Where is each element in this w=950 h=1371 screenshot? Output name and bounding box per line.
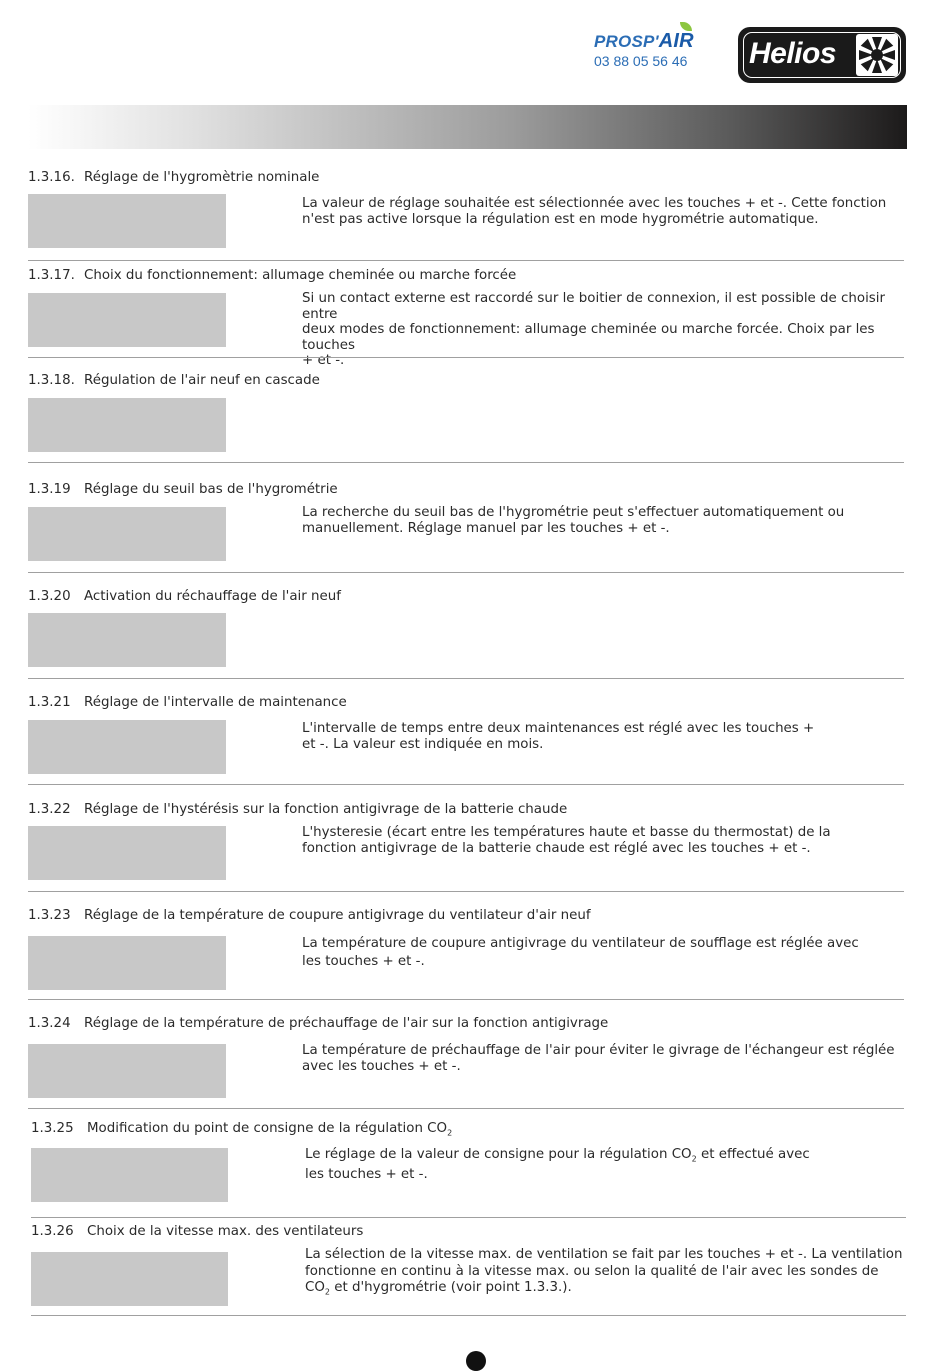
section-description: La recherche du seuil bas de l'hygrométrie peut s'effectuer automatiquement ou manuellement. Réglage manuel par les touches + et -. (302, 505, 845, 536)
section-title: 1.3.21 Réglage de l'intervalle de maintenance (28, 695, 347, 710)
divider (31, 1315, 906, 1316)
section-title: 1.3.18. Régulation de l'air neuf en cascade (28, 373, 320, 388)
display-placeholder (28, 613, 226, 667)
display-placeholder (31, 1252, 228, 1306)
helios-wordmark: Helios (749, 37, 837, 70)
section-title: 1.3.22 Réglage de l'hystérésis sur la fonction antigivrage de la batterie chaude (28, 802, 568, 817)
display-placeholder (28, 507, 226, 561)
divider (31, 1217, 906, 1218)
divider (28, 462, 904, 463)
display-placeholder (28, 293, 226, 347)
divider (28, 357, 904, 358)
section-description: La valeur de réglage souhaitée est sélectionnée avec les touches + et -. Cette fonction n'est pas active lorsque la régulation est en mode hygrométrie automatique. (302, 196, 887, 227)
helios-logo (738, 27, 906, 83)
display-placeholder (28, 1044, 226, 1098)
section-description: La température de préchauffage de l'air pour éviter le givrage de l'échangeur est réglée avec les touches + et -. (302, 1043, 895, 1074)
prospair-name: PROSP'AIR (594, 30, 694, 52)
section-description: La sélection de la vitesse max. de ventilation se fait par les touches + et -. La ventilation fonctionne en continu à la vitesse max. ou selon la qualité de l'air avec les sondes de $CO_2$ et d'hygrométrie (voir point 1.3.3.). (305, 1247, 903, 1297)
section-description: L'intervalle de temps entre deux maintenances est réglé avec les touches + et -. La valeur est indiquée en mois. (302, 721, 815, 752)
divider (28, 1108, 904, 1109)
divider (28, 999, 904, 1000)
divider (28, 260, 904, 261)
section-title: 1.3.17. Choix du fonctionnement: allumage cheminée ou marche forcée (28, 268, 517, 283)
page-marker (466, 1351, 486, 1371)
display-placeholder (31, 1148, 228, 1202)
section-title: 1.3.24 Réglage de la température de préchauffage de l'air sur la fonction antigivrage (28, 1016, 609, 1031)
section-title: 1.3.19 Réglage du seuil bas de l'hygrométrie (28, 482, 338, 497)
divider (28, 678, 904, 679)
phone-number: 03 88 05 56 46 (594, 53, 688, 69)
section-title: 1.3.23 Réglage de la température de coupure antigivrage du ventilateur d'air neuf (28, 908, 591, 923)
section-title: 1.3.26 Choix de la vitesse max. des ventilateurs (31, 1224, 364, 1239)
divider (28, 572, 904, 573)
section-title: 1.3.16. Réglage de l'hygromètrie nominale (28, 170, 320, 185)
fan-icon (856, 34, 898, 76)
divider (28, 891, 904, 892)
section-description: La température de coupure antigivrage du ventilateur de soufflage est réglée avec les touches + et -. (302, 936, 859, 969)
display-placeholder (28, 936, 226, 990)
display-placeholder (28, 720, 226, 774)
display-placeholder (28, 826, 226, 880)
section-description: Le réglage de la valeur de consigne pour la régulation $CO_2$ et effectué avec les touches + et -. (305, 1147, 810, 1183)
section-title: 1.3.25 Modification du point de consigne de la régulation $CO_2$ (31, 1121, 453, 1138)
header-banner (28, 105, 907, 149)
section-description: Si un contact externe est raccordé sur le boitier de connexion, il est possible de choisir entre deux modes de fonctionnement: allumage cheminée ou marche forcée. Choix par les touches + et -. (302, 291, 886, 368)
display-placeholder (28, 194, 226, 248)
section-title: 1.3.20 Activation du réchauffage de l'air neuf (28, 589, 341, 604)
section-description: L'hysteresie (écart entre les températures haute et basse du thermostat) de la fonction antigivrage de la batterie chaude est réglé avec les touches + et -. (302, 825, 831, 856)
divider (28, 784, 904, 785)
display-placeholder (28, 398, 226, 452)
prospair-logo (594, 22, 734, 72)
